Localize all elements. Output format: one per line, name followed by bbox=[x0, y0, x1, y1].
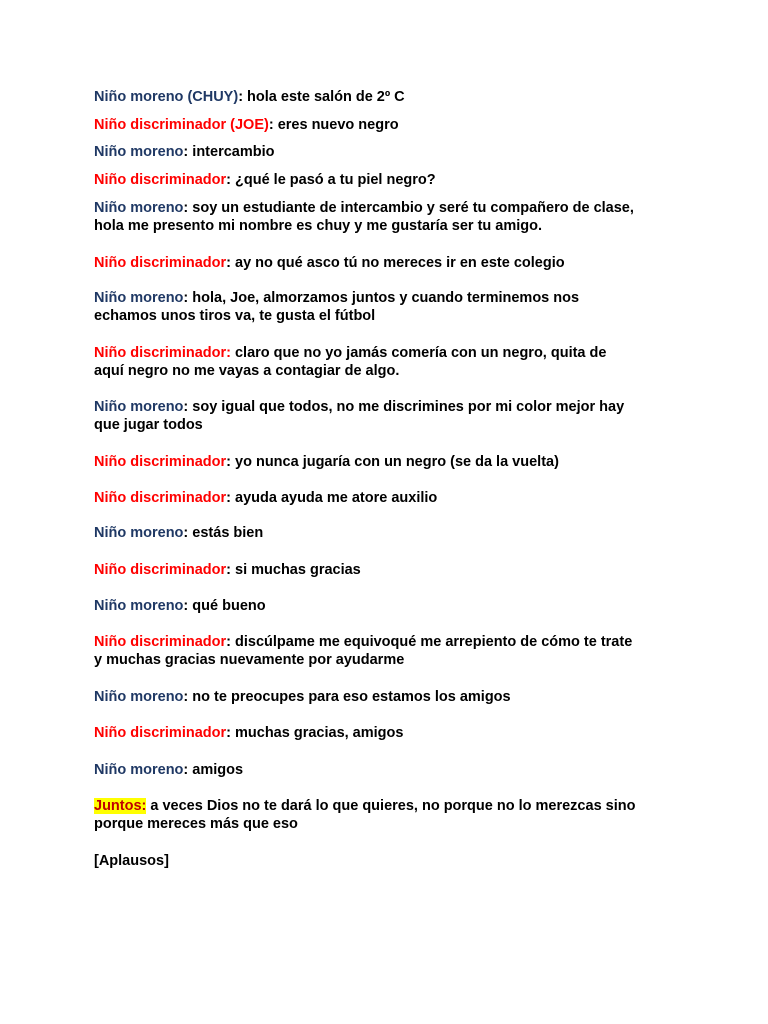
dialogue-text: claro que no yo jamás comería con un negro, quita de bbox=[230, 345, 607, 361]
speaker-label: Niño discriminador bbox=[94, 562, 227, 578]
dialogue-continuation bbox=[94, 217, 714, 235]
dialogue-text: porque mereces más que eso bbox=[94, 816, 298, 832]
dialogue-line bbox=[94, 633, 714, 651]
speaker-label: Niño moreno bbox=[94, 200, 184, 216]
dialogue-line bbox=[94, 761, 714, 779]
speaker-separator: : bbox=[183, 762, 189, 778]
speaker-label: Niño discriminador bbox=[94, 172, 227, 188]
speaker-label: Niño discriminador bbox=[94, 255, 227, 271]
speaker-label: Niño moreno bbox=[94, 144, 184, 160]
speaker-separator: : bbox=[268, 117, 274, 133]
dialogue-text: que jugar todos bbox=[94, 417, 203, 433]
dialogue-text: no te preocupes para eso estamos los amigos bbox=[188, 689, 511, 705]
speaker-label: Niño moreno bbox=[94, 399, 184, 415]
dialogue-line bbox=[94, 524, 714, 542]
dialogue-line bbox=[94, 254, 714, 272]
dialogue-text: hola este salón de 2º C bbox=[243, 89, 405, 105]
dialogue-line bbox=[94, 88, 714, 106]
dialogue-continuation bbox=[94, 362, 714, 380]
dialogue-text: [Aplausos] bbox=[94, 853, 169, 869]
speaker-separator: : bbox=[183, 689, 189, 705]
dialogue-text: discúlpame me equivoqué me arrepiento de cómo te trate bbox=[230, 634, 633, 650]
dialogue-text: ay no qué asco tú no mereces ir en este colegio bbox=[230, 255, 565, 271]
dialogue-line bbox=[94, 171, 714, 189]
dialogue-text: yo nunca jugaría con un negro (se da la vuelta) bbox=[230, 454, 559, 470]
dialogue-text: amigos bbox=[188, 762, 244, 778]
dialogue-text: qué bueno bbox=[188, 598, 266, 614]
dialogue-text: y muchas gracias nuevamente por ayudarme bbox=[94, 652, 405, 668]
speaker-label: Niño discriminador bbox=[94, 490, 227, 506]
speaker-label: Niño moreno bbox=[94, 290, 184, 306]
speaker-separator: : bbox=[238, 89, 244, 105]
dialogue-text: aquí negro no me vayas a contagiar de algo. bbox=[94, 363, 400, 379]
dialogue-text: eres nuevo negro bbox=[273, 117, 399, 133]
dialogue-text: hola me presento mi nombre es chuy y me gustaría ser tu amigo. bbox=[94, 218, 543, 234]
speaker-separator: : bbox=[226, 490, 231, 506]
speaker-label: Niño moreno (CHUY) bbox=[94, 89, 239, 105]
speaker-separator: : bbox=[226, 255, 231, 271]
speaker-separator: : bbox=[226, 172, 231, 188]
speaker-separator: : bbox=[183, 598, 189, 614]
dialogue-line bbox=[94, 344, 714, 362]
dialogue-line bbox=[94, 597, 714, 615]
dialogue-line bbox=[94, 398, 714, 416]
speaker-label: Niño discriminador bbox=[94, 634, 227, 650]
speaker-label: Niño discriminador bbox=[94, 725, 227, 741]
dialogue-text: si muchas gracias bbox=[230, 562, 361, 578]
speaker-separator: : bbox=[226, 725, 231, 741]
speaker-label: Niño moreno bbox=[94, 598, 184, 614]
dialogue-text: ¿qué le pasó a tu piel negro? bbox=[230, 172, 436, 188]
dialogue-text: hola, Joe, almorzamos juntos y cuando terminemos nos bbox=[188, 290, 580, 306]
dialogue-continuation bbox=[94, 651, 714, 669]
dialogue-line bbox=[94, 289, 714, 307]
dialogue-continuation bbox=[94, 307, 714, 325]
speaker-separator: : bbox=[226, 454, 231, 470]
speaker-separator: : bbox=[183, 290, 189, 306]
dialogue-line bbox=[94, 724, 714, 742]
stage-direction bbox=[94, 852, 714, 870]
dialogue-text: estás bien bbox=[188, 525, 264, 541]
speaker-label-highlighted: Juntos: bbox=[94, 798, 147, 814]
dialogue-line bbox=[94, 453, 714, 471]
dialogue-continuation bbox=[94, 416, 714, 434]
dialogue-line bbox=[94, 199, 714, 217]
dialogue-line bbox=[94, 688, 714, 706]
dialogue-line bbox=[94, 489, 714, 507]
speaker-separator: : bbox=[183, 399, 189, 415]
dialogue-continuation bbox=[94, 815, 714, 833]
speaker-label: Niño discriminador (JOE) bbox=[94, 117, 269, 133]
dialogue-line bbox=[94, 143, 714, 161]
dialogue-text: intercambio bbox=[188, 144, 275, 160]
dialogue-line bbox=[94, 116, 714, 134]
dialogue-text: a veces Dios no te dará lo que quieres, no porque no lo merezcas sino bbox=[146, 798, 636, 814]
dialogue-text: muchas gracias, amigos bbox=[230, 725, 404, 741]
speaker-label: Niño discriminador: bbox=[94, 345, 231, 361]
dialogue-text: echamos unos tiros va, te gusta el fútbol bbox=[94, 308, 376, 324]
speaker-separator: : bbox=[183, 144, 189, 160]
speaker-label: Niño discriminador bbox=[94, 454, 227, 470]
speaker-label: Niño moreno bbox=[94, 689, 184, 705]
speaker-label: Niño moreno bbox=[94, 762, 184, 778]
dialogue-text: ayuda ayuda me atore auxilio bbox=[230, 490, 438, 506]
speaker-separator: : bbox=[226, 634, 231, 650]
dialogue-text: soy igual que todos, no me discrimines por mi color mejor hay bbox=[188, 399, 625, 415]
dialogue-text: soy un estudiante de intercambio y seré tu compañero de clase, bbox=[188, 200, 634, 216]
speaker-separator: : bbox=[226, 562, 231, 578]
speaker-label: Niño moreno bbox=[94, 525, 184, 541]
dialogue-line bbox=[94, 797, 714, 815]
dialogue-line bbox=[94, 561, 714, 579]
speaker-separator: : bbox=[183, 200, 189, 216]
speaker-separator: : bbox=[183, 525, 189, 541]
